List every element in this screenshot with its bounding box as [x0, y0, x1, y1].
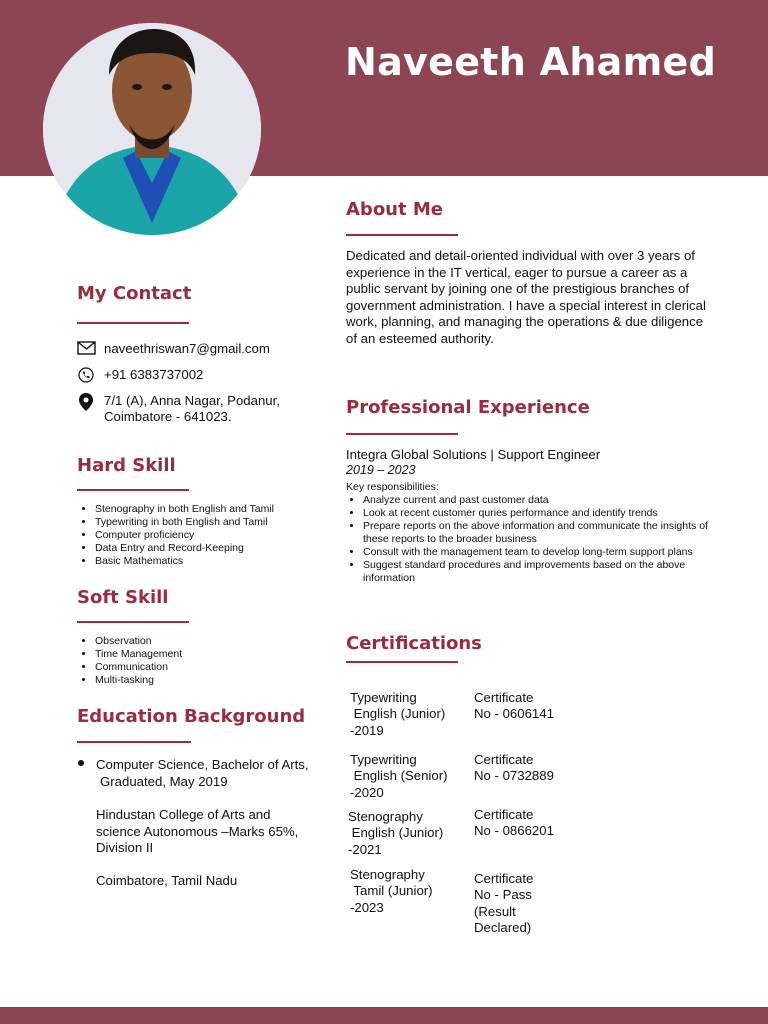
- hard-skill-list: [77, 503, 345, 568]
- contact-address-line2: Coimbatore - 641023.: [104, 409, 232, 424]
- soft-skill-item: • Observation: [95, 635, 345, 648]
- soft-skill-underline: [77, 621, 189, 623]
- contact-address: [104, 393, 280, 425]
- cert-number: Certificate No - 0732889: [474, 752, 554, 784]
- education-degree-line1: Computer Science, Bachelor of Arts,: [96, 757, 309, 772]
- hard-skill-underline: [77, 489, 189, 491]
- contact-phone-row: [76, 367, 203, 383]
- education-college-line1: Hindustan College of Arts and: [96, 807, 271, 822]
- hard-skill-item: • Stenography in both English and Tamil: [95, 503, 345, 516]
- soft-skill-list: [77, 635, 345, 687]
- contact-address-line1: 7/1 (A), Anna Nagar, Podanur,: [104, 393, 280, 408]
- profile-photo: [43, 23, 261, 235]
- experience-item: • Look at recent customer quries performance and identify trends: [363, 507, 725, 520]
- footer-band: [0, 1007, 768, 1024]
- hard-skill-item: • Basic Mathematics: [95, 555, 345, 568]
- cert-course: Stenography English (Junior) -2021: [348, 809, 444, 857]
- education-bullet: [78, 760, 84, 766]
- cert-course: Typewriting English (Senior) -2020: [350, 752, 448, 800]
- education-title: Education Background: [77, 706, 306, 727]
- experience-heading: Integra Global Solutions | Support Engineer: [346, 447, 601, 462]
- education-degree: [96, 757, 309, 790]
- hard-skill-title: Hard Skill: [77, 455, 176, 476]
- candidate-name: Naveeth Ahamed: [345, 40, 717, 84]
- education-location: Coimbatore, Tamil Nadu: [96, 873, 238, 888]
- certifications-underline: [346, 661, 458, 663]
- experience-title: Professional Experience: [346, 397, 590, 418]
- contact-address-row: [76, 393, 280, 425]
- location-pin-icon: [76, 393, 96, 409]
- experience-years: 2019 – 2023: [346, 463, 416, 477]
- contact-email[interactable]: naveethriswan7@gmail.com: [104, 341, 270, 356]
- cert-course: Stenography Tamil (Junior) -2023: [350, 867, 433, 915]
- cert-course: Typewriting English (Junior) -2019: [350, 690, 446, 738]
- contact-email-row: [76, 341, 270, 357]
- profile-photo-illustration: [43, 23, 261, 235]
- envelope-icon: [76, 341, 96, 357]
- hard-skill-item: • Typewriting in both English and Tamil: [95, 516, 345, 529]
- education-college-line3: Division II: [96, 840, 154, 855]
- experience-item: • Prepare reports on the above information and communicate the insights of these reports to the broader business: [363, 520, 725, 546]
- soft-skill-title: Soft Skill: [77, 587, 169, 608]
- about-text: Dedicated and detail-oriented individual with over 3 years of experience in the IT vertical, eager to pursue a career as a public servant by joining one of the prestigious branches of government administration. I have a special interest in clerical work, planning, and managing the operations & due diligence of an esteemed authority.: [346, 248, 706, 346]
- contact-underline: [77, 322, 189, 324]
- about-underline: [346, 234, 458, 236]
- contact-phone[interactable]: +91 6383737002: [104, 367, 204, 382]
- about-title: About Me: [346, 199, 443, 220]
- education-college-line2: science Autonomous –Marks 65%,: [96, 823, 299, 839]
- cert-number: Certificate No - 0866201: [474, 807, 554, 839]
- contact-title: My Contact: [77, 283, 192, 304]
- soft-skill-item: • Time Management: [95, 648, 345, 661]
- experience-list: [345, 494, 725, 585]
- experience-item: • Analyze current and past customer data: [363, 494, 725, 507]
- education-degree-line2: Graduated, May 2019: [100, 773, 228, 789]
- experience-key-label: Key responsibilities:: [346, 481, 439, 493]
- experience-underline: [346, 433, 458, 435]
- cert-number: Certificate No - 0606141: [474, 690, 554, 722]
- education-college: [96, 807, 298, 857]
- certifications-title: Certifications: [346, 633, 482, 654]
- hard-skill-item: • Data Entry and Record-Keeping: [95, 542, 345, 555]
- soft-skill-item: • Multi-tasking: [95, 674, 345, 687]
- education-underline: [77, 741, 191, 743]
- hard-skill-item: • Computer proficiency: [95, 529, 345, 542]
- soft-skill-item: • Communication: [95, 661, 345, 674]
- cert-number: Certificate No - Pass (Result Declared): [474, 871, 534, 935]
- experience-item: • Consult with the management team to develop long-term support plans: [363, 546, 725, 559]
- phone-icon: [76, 367, 96, 383]
- experience-item: • Suggest standard procedures and improvements based on the above information: [363, 559, 725, 585]
